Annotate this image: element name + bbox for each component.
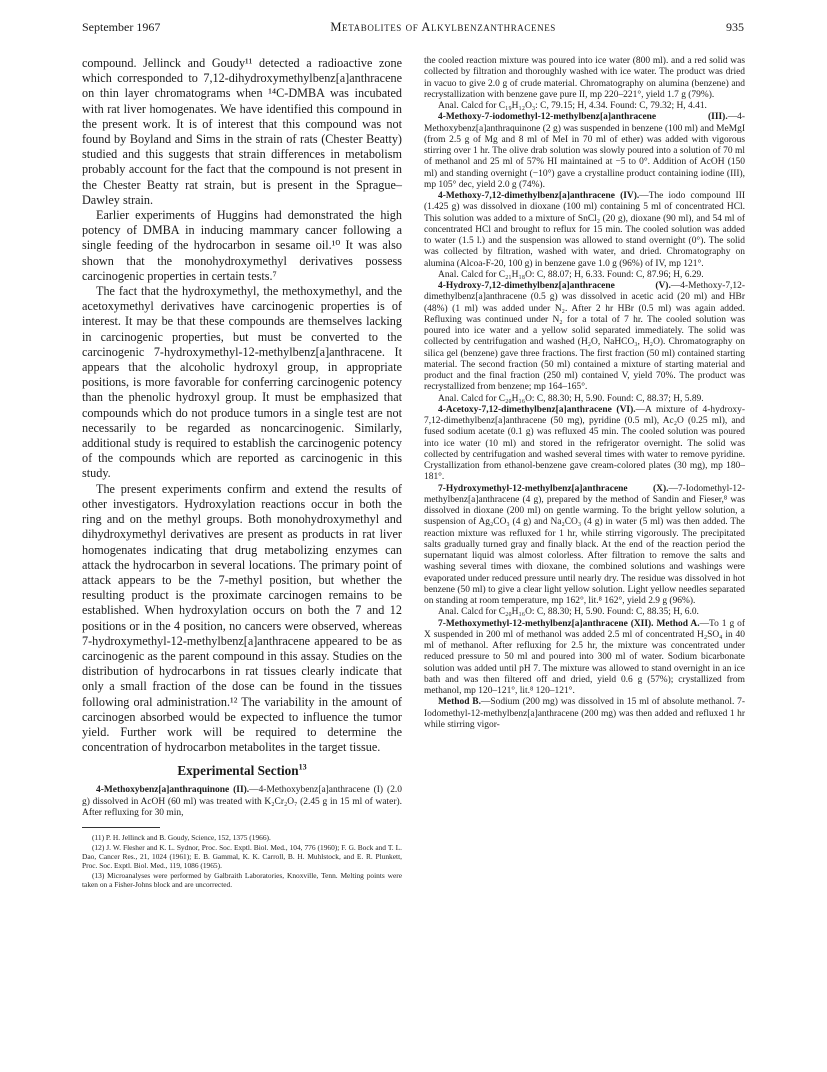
procedure-paragraph: the cooled reaction mixture was poured into ice water (800 ml). and a red solid was collected by filtration and thoroughly washed with ice water. The product was dried in vacuo to give 2.0 g of crude material. Chromatography on alumina (benzene) and recrystallization with benzene gave pure II, mp 220–221°, yield 1.7 g (79%). bbox=[424, 56, 745, 100]
procedure-paragraph bbox=[424, 112, 745, 191]
procedure-text: —A mixture of 4-hydroxy-7,12-dimethylbenz[a]anthracene (50 mg), pyridine (0.5 ml), Ac₂O (0.25 ml), and fused sodium acetate (0.1 g) was refluxed 45 min. The cooled solution was poured into ice water (10 ml) and stored in the refrigerator overnight. The solid was collected by centrifugation and washed several times with water to remove pyridine. Crystallization from ethanol-benzene gave cream-colored plates (30 mg), mp 180–181°. bbox=[424, 404, 745, 483]
analysis-line: Anal. Calcd for C₂₁H₁₈O: C, 88.07; H, 6.33. Found: C, 87.96; H, 6.29. bbox=[438, 269, 704, 280]
right-column bbox=[424, 56, 745, 731]
compound-heading: 4-Hydroxy-7,12-dimethylbenz[a]anthracene (V). bbox=[438, 281, 671, 291]
page-number: 935 bbox=[726, 20, 744, 34]
procedure-text: —To 1 g of X suspended in 200 ml of methanol was added 2.5 ml of concentrated H₂SO₄ in 40 ml of methanol. After refluxing for 2.5 hr, the mixture was concentrated under reduced pressure to 50 ml and poured into 300 ml of water. Sodium bicarbonate solution was added until pH 7. The mixture was allowed to stand overnight in an ice bath and was then filtered off and dried, yield 0.6 g (57%); crystallized from methanol, mp 120–121°, lit.⁸ 120–121°. bbox=[424, 618, 746, 696]
procedure-text: —The iodo compound III (1.425 g) was dissolved in dioxane (100 ml) containing 5 ml of concentrated HCl. This solution was added to a mixture of SnCl₂ (20 g), dioxane (90 ml), and 54 ml of concentrated HCl and brought to reflux for 15 min. The cooled solution was added to water (1.5 l.) and the suspension was allowed to stand overnight (0°). The solid was collected by filtration, washed with water, and dried. Chromatography on alumina (Alcoa-F-20, 100 g) in benzene gave 1.0 g (96%) of IV, mp 121°. bbox=[424, 191, 745, 269]
body-paragraph: The fact that the hydroxymethyl, the methoxymethyl, and the acetoxymethyl derivatives have carcinogenic properties is of interest. It may be that these compounds are themselves lacking in carcinogenic properties, but must be converted to the carcinogenic 7-hydroxymethyl-12-methylbenz[a]anthracene. It appears that the alcoholic hydroxyl group, in appropriate positions, is more favorable for conferring carcinogenic potency than the phenolic hydroxyl group. It must be emphasized that compounds which do not produce tumors in a single test are not necessarily to be regarded as noncarcinogenic. Similarly, additional study is required to establish the carcinogenic potency of the compounds which are reported as carcinogenic in this study. bbox=[82, 284, 402, 481]
compound-heading: 7-Methoxymethyl-12-methylbenz[a]anthracene (XII). Method A. bbox=[438, 618, 700, 629]
body-paragraph: The present experiments confirm and extend the results of other investigators. Hydroxylation reactions occur in both the ring and on the methyl groups. Both monohydroxymethyl and dihydroxymethyl derivatives are present as products in rat liver homogenates indicating that drug metabolizing enzymes can attack the hydrocarbon in several locations. The primary point of attack appears to be the 7-methyl position, but whether the resulting product is the proximate carcinogen remains to be established. When hydroxylation occurs on both the 7 and 12 positions or in the 4 position, no cancers were observed, whereas 7-hydroxymethyl-12-methylbenz[a]anthracene appeared to be as carcinogenic as the parent compound in this assay. Studies on the distribution of hydrocarbons in rat tissues clearly indicate that only a small fraction of the dose can be found in the tissues following oral administration.¹² The variability in the amount of carcinogen absorbed would be expected to influence the tumor yield. Further work will be required to determine the concentration of hydrocarbon metabolites in the target tissue. bbox=[82, 481, 402, 755]
footnote: (12) J. W. Flesher and K. L. Sydnor, Proc. Soc. Exptl. Biol. Med., 104, 776 (1960); F. G. Bock and T. L. Dao, Cancer Res., 21, 1024 (1961); E. B. Gammal, K. K. Carroll, B. H. Muhlstock, and E. R. Plunkett, Proc. Soc. Exptl. Biol. Med., 119, 1086 (1965). bbox=[82, 842, 402, 871]
procedure-paragraph bbox=[424, 405, 745, 484]
compound-heading: 4-Methoxy-7,12-dimethylbenz[a]anthracene (IV). bbox=[438, 191, 640, 201]
running-header bbox=[82, 20, 744, 36]
body-paragraph: compound. Jellinck and Goudy¹¹ detected a radioactive zone which corresponded to 7,12-dihydroxymethylbenz[a]anthracene on thin layer chromatograms when ¹⁴C-DMBA was incubated with rat liver homogenates. We have identified this compound in the present work. It is of interest that this compound was not found by Boyland and Sims in the strain of rats (Chester Beatty) studied and this suggests that strain differences in metabolism probably account for the fact that the compound is not present in the Chester Beatty rat strain, but is present in the Sprague–Dawley strain. bbox=[82, 56, 402, 207]
section-title: Experimental Section bbox=[177, 763, 299, 779]
compound-heading: 4-Acetoxy-7,12-dimethylbenz[a]anthracene (VI). bbox=[438, 404, 636, 415]
analysis-line: Anal. Calcd for C₁₉H₁₂O₃: C, 79.15; H, 4.34. Found: C, 79.32; H, 4.41. bbox=[438, 101, 707, 111]
procedure-text: —Sodium (200 mg) was dissolved in 15 ml of absolute methanol. 7-Iodomethyl-12-methylbenz[a]anthracene (200 mg) was then added and refluxed 1 hr while stirring vigor- bbox=[424, 697, 746, 730]
header-date: September 1967 bbox=[82, 20, 161, 34]
footnote: (13) Microanalyses were performed by Galbraith Laboratories, Knoxville, Tenn. Melting points were taken on a Fisher-Johns block and are uncorrected. bbox=[82, 870, 402, 890]
footnote: (11) P. H. Jellinck and B. Goudy, Science, 152, 1375 (1966). bbox=[92, 833, 271, 843]
header-title: Metabolites of Alkylbenzanthracenes bbox=[330, 20, 556, 34]
procedure-text: —7-Iodomethyl-12-methylbenz[a]anthracene (4 g), prepared by the method of Sandin and Fieser,⁸ was dissolved in dioxane (200 ml) on gentle warming. To the bright yellow solution, a suspension of Ag₂CO₃ (4 g) and Na₂CO₃ (4 g) in water (5 ml) was then added. The reaction mixture was refluxed for 1 hr, while stirring vigorously. The precipitated salts gradually turned gray and finally black. At the end of the reaction period the supernatant liquid was almost colorless. After filtration to remove the salts and washing several times with dioxane, the combined solutions and washings were evaporated under reduced pressure until nearly dry. The residue was dissolved in hot benzene (50 ml) to give a clear light yellow solution. Light yellow needles separated on standing at room temperature, mp 162°, lit.⁸ 162°, yield 2.9 g (96%). bbox=[424, 483, 745, 606]
analysis-line: Anal. Calcd for C₂₀H₁₆O: C, 88.30; H, 5.90. Found: C, 88.35; H, 6.0. bbox=[438, 607, 699, 618]
procedure-paragraph bbox=[424, 484, 745, 608]
compound-heading: 4-Methoxybenz[a]anthraquinone (II). bbox=[96, 785, 250, 796]
compound-heading: 4-Methoxy-7-iodomethyl-12-methylbenz[a]anthracene (III). bbox=[438, 112, 728, 123]
body-paragraph: Earlier experiments of Huggins had demonstrated the high potency of DMBA in inducing mammary cancer following a single feeding of the hydrocarbon in sesame oil.¹⁰ It was also shown that the monohydroxymethyl derivatives possess carcinogenic properties in certain tests.⁷ bbox=[82, 208, 402, 283]
section-footnote-ref: 13 bbox=[298, 762, 307, 772]
procedure-paragraph bbox=[424, 191, 745, 270]
compound-heading: Method B. bbox=[438, 697, 481, 708]
left-column bbox=[82, 56, 402, 890]
procedure-paragraph bbox=[424, 697, 745, 731]
experimental-paragraph bbox=[82, 785, 402, 819]
section-heading bbox=[82, 763, 402, 779]
procedure-text: —4-Methoxybenz[a]anthracene (I) (2.0 g) dissolved in AcOH (60 ml) was treated with K₂Cr₂O₇ (2.45 g in 15 ml of water). After refluxing for 30 min, bbox=[82, 785, 402, 818]
footnote-divider bbox=[82, 827, 160, 828]
procedure-text: —4-Methoxy-7,12-dimethylbenz[a]anthracene (0.5 g) was dissolved in acetic acid (20 ml) and HBr (48%) (1 ml) was added under N₂. After 2 hr HBr (0.5 ml) was again added. Refluxing was continued under N₂ for a total of 7 hr. The cooled solution was poured into ice water and a yellow solid separated immediately. The solid was collected by centrifugation and washed (H₂O, NaHCO₃, H₂O). Chromatography on silica gel (benzene) gave three fractions. The first fraction (50 ml) contained starting material. The second fraction (50 ml) contained a mixture of starting material and product and the final fraction (250 ml) contained V, yield 70%. The product was recrystallized from benzene; mp 164–165°. bbox=[424, 281, 745, 393]
procedure-paragraph bbox=[424, 281, 745, 394]
procedure-paragraph bbox=[424, 619, 745, 698]
procedure-text: —4-Methoxybenz[a]anthraquinone (2 g) was suspended in benzene (100 ml) and MeMgI (from 2.5 g of Mg and 8 ml of MeI in 70 ml of ether) was added with vigorous stirring over 1 hr. The olive drab solution was slowly poured into a solution of 70 ml of methanol and 25 ml of 57% HI maintained at −5 to 0°. Addition of AcOH (150 ml) and standing overnight (−10°) gave a crystalline product containing iodine (III), mp 105° dec, yield 2.0 g (74%). bbox=[424, 112, 745, 190]
analysis-line: Anal. Calcd for C₂₀H₁₆O: C, 88.30; H, 5.90. Found: C, 88.37; H, 5.89. bbox=[438, 393, 704, 404]
compound-heading: 7-Hydroxymethyl-12-methylbenz[a]anthracene (X). bbox=[438, 483, 669, 494]
